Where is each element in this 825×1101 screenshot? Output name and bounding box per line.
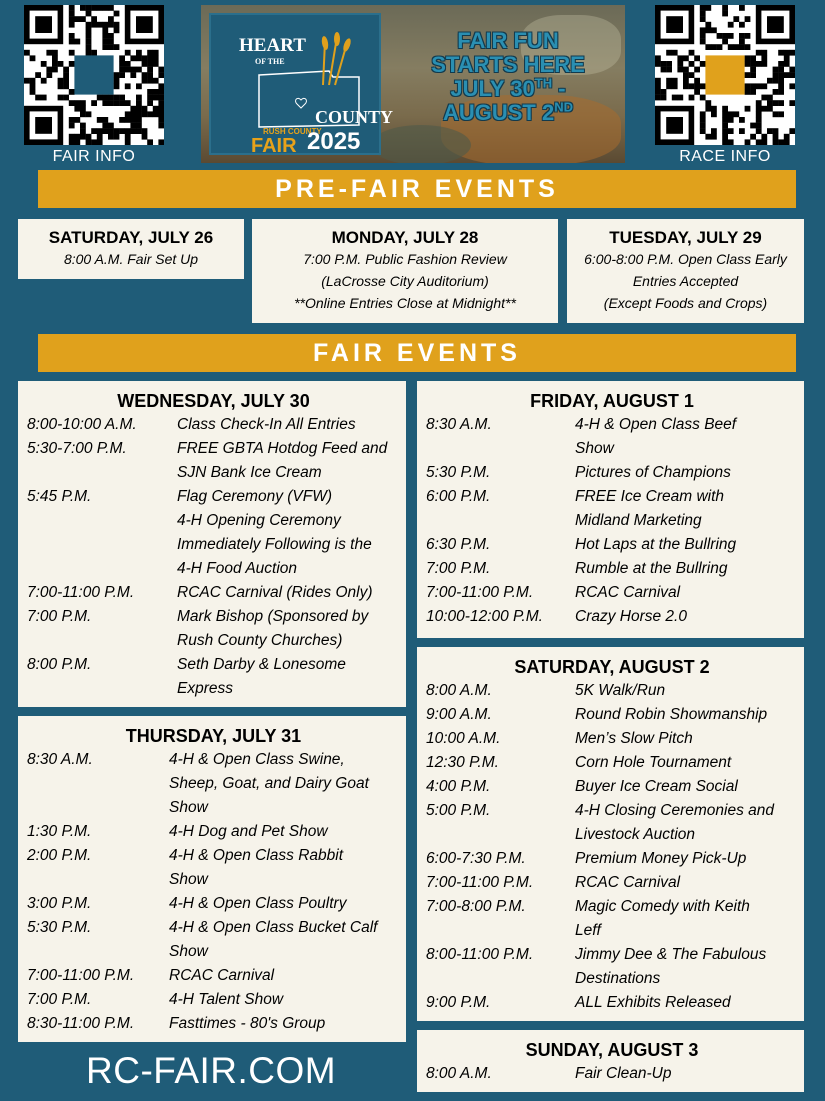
event-description-line: Class Check-In All Entries	[177, 416, 356, 433]
fair-day-card	[417, 647, 804, 1021]
event-description	[177, 605, 400, 653]
pre-fair-event-line: 7:00 P.M. Public Fashion Review	[303, 251, 507, 267]
event-description-line: Premium Money Pick-Up	[575, 850, 747, 867]
event-description	[575, 485, 798, 533]
event-description	[575, 533, 798, 557]
event-row	[27, 964, 400, 988]
event-row	[27, 916, 400, 964]
event-description	[575, 703, 798, 727]
event-description	[575, 581, 798, 605]
event-description-line: SJN Bank Ice Cream	[177, 464, 322, 481]
event-description	[575, 751, 798, 775]
event-description-line: Livestock Auction	[575, 826, 696, 843]
event-description	[169, 988, 400, 1012]
event-description-line: Fasttimes - 80's Group	[169, 1015, 326, 1032]
event-description-line: 4-H & Open Class Rabbit	[169, 847, 344, 864]
fair-day-title: WEDNESDAY, JULY 30	[117, 391, 310, 411]
event-description-line: 5K Walk/Run	[575, 682, 666, 699]
event-row	[27, 581, 400, 605]
event-description-line: 4-H & Open Class Bucket Calf	[169, 919, 378, 936]
event-description-line: Jimmy Dee & The Fabulous	[575, 946, 767, 963]
event-row	[27, 844, 400, 892]
event-description-line: 4-H Talent Show	[169, 991, 284, 1008]
event-description	[575, 727, 798, 751]
fair-day-title: SATURDAY, AUGUST 2	[514, 657, 710, 677]
event-time: 8:00-11:00 P.M.	[426, 946, 534, 963]
event-time: 9:00 A.M.	[426, 706, 492, 723]
event-description	[169, 748, 400, 820]
fair-events-heading: FAIR EVENTS	[38, 334, 796, 372]
event-row	[426, 679, 798, 703]
pre-fair-day-title: MONDAY, JULY 28	[331, 228, 479, 247]
event-description-line: RCAC Carnival	[575, 874, 681, 891]
event-description-line: Midland Marketing	[575, 512, 702, 529]
event-description	[169, 844, 400, 892]
event-row	[426, 895, 798, 943]
event-description	[575, 557, 798, 581]
event-time: 8:30 A.M.	[426, 416, 492, 433]
event-row	[426, 727, 798, 751]
fair-info-qr-label: FAIR INFO	[52, 148, 136, 165]
event-time: 6:00 P.M.	[426, 488, 491, 505]
event-time: 12:30 P.M.	[426, 754, 499, 771]
event-description-line: Show	[169, 871, 208, 888]
event-row	[426, 605, 798, 629]
event-description	[575, 1062, 798, 1086]
event-time: 10:00-12:00 P.M.	[426, 608, 543, 625]
event-description-line: 4-H Dog and Pet Show	[169, 823, 328, 840]
event-description-line: 4-H Food Auction	[177, 560, 298, 577]
fair-logo: HEART OF THE COUNTY RUSH COUNTY FAIR 2025	[209, 13, 381, 155]
event-time: 6:00-7:30 P.M.	[426, 850, 526, 867]
pre-fair-event-line: 8:00 A.M. Fair Set Up	[63, 251, 199, 267]
event-description	[575, 461, 798, 485]
event-row	[27, 413, 400, 437]
event-description-line: RCAC Carnival	[575, 584, 681, 601]
event-description	[169, 892, 400, 916]
event-time: 7:00 P.M.	[27, 991, 92, 1008]
event-row	[27, 437, 400, 485]
event-description	[575, 871, 798, 895]
fair-day-card	[18, 716, 406, 1042]
event-row	[426, 485, 798, 533]
event-description-line: Express	[177, 680, 233, 697]
pre-fair-event-line: 6:00-8:00 P.M. Open Class Early	[584, 251, 787, 267]
event-description-line: Flag Ceremony (VFW)	[177, 488, 333, 505]
event-description-line: Men’s Slow Pitch	[575, 730, 693, 747]
event-row	[426, 751, 798, 775]
event-row	[426, 1062, 798, 1086]
event-description	[575, 847, 798, 871]
fair-day-title: SUNDAY, AUGUST 3	[525, 1040, 699, 1060]
event-description	[177, 485, 400, 581]
event-description-line: 4-H Closing Ceremonies and	[575, 802, 775, 819]
event-row	[426, 991, 798, 1015]
event-time: 7:00-11:00 P.M.	[27, 584, 135, 601]
event-row	[27, 748, 400, 820]
pre-fair-day-title: TUESDAY, JULY 29	[609, 228, 762, 247]
event-row	[27, 892, 400, 916]
event-description-line: Show	[169, 943, 208, 960]
event-description	[575, 605, 798, 629]
event-description-line: Buyer Ice Cream Social	[575, 778, 738, 795]
fair-info-qr-code[interactable]	[24, 5, 164, 145]
event-time: 5:00 P.M.	[426, 802, 491, 819]
event-description-line: 4-H & Open Class Poultry	[169, 895, 347, 912]
event-row	[426, 557, 798, 581]
event-row	[426, 533, 798, 557]
event-description-line: FREE Ice Cream with	[575, 488, 725, 505]
event-description-line: 4-H & Open Class Beef	[575, 416, 737, 433]
event-time: 8:00 A.M.	[426, 1065, 492, 1082]
event-description	[177, 581, 400, 605]
fair-banner	[201, 5, 625, 163]
event-row	[426, 581, 798, 605]
event-description	[575, 679, 798, 703]
event-description-line: Round Robin Showmanship	[575, 706, 768, 723]
fair-day-card	[18, 381, 406, 707]
pre-fair-event-line: (Except Foods and Crops)	[603, 295, 768, 311]
event-description	[575, 775, 798, 799]
event-row	[426, 943, 798, 991]
pre-fair-card	[567, 219, 804, 323]
event-time: 3:00 P.M.	[27, 895, 92, 912]
event-time: 7:00-11:00 P.M.	[426, 584, 534, 601]
event-time: 7:00 P.M.	[27, 608, 92, 625]
event-description-line: ALL Exhibits Released	[575, 994, 731, 1011]
event-description-line: Pictures of Champions	[575, 464, 731, 481]
event-description	[575, 991, 798, 1015]
event-description	[169, 964, 400, 988]
event-description	[575, 799, 798, 847]
event-row	[426, 775, 798, 799]
event-row	[426, 461, 798, 485]
event-description-line: FREE GBTA Hotdog Feed and	[177, 440, 388, 457]
event-description-line: Seth Darby & Lonesome	[177, 656, 346, 673]
fair-day-title: THURSDAY, JULY 31	[125, 726, 302, 746]
event-description-line: Crazy Horse 2.0	[575, 608, 687, 625]
event-description	[169, 820, 400, 844]
event-description	[177, 437, 400, 485]
event-row	[27, 820, 400, 844]
event-row	[426, 799, 798, 847]
fair-day-card	[417, 381, 804, 638]
event-description-line: Rush County Churches)	[177, 632, 343, 649]
event-time: 7:00 P.M.	[426, 560, 491, 577]
event-description-line: Fair Clean-Up	[575, 1065, 672, 1082]
pre-fair-event-line: Entries Accepted	[632, 273, 739, 289]
event-description-line: Destinations	[575, 970, 661, 987]
event-row	[27, 485, 400, 581]
event-time: 7:00-11:00 P.M.	[27, 967, 135, 984]
event-row	[426, 703, 798, 727]
event-time: 4:00 P.M.	[426, 778, 491, 795]
event-description-line: Hot Laps at the Bullring	[575, 536, 737, 553]
pre-fair-day-title: SATURDAY, JULY 26	[48, 228, 214, 247]
event-description-line: Mark Bishop (Sponsored by	[177, 608, 369, 625]
event-time: 8:30 A.M.	[27, 751, 93, 768]
event-row	[27, 988, 400, 1012]
event-row	[426, 413, 798, 461]
event-row	[27, 605, 400, 653]
event-description-line: Show	[169, 799, 208, 816]
event-time: 8:00-10:00 A.M.	[27, 416, 137, 433]
event-description	[575, 895, 798, 943]
event-description-line: RCAC Carnival (Rides Only)	[177, 584, 373, 601]
event-time: 1:30 P.M.	[27, 823, 92, 840]
event-row	[426, 871, 798, 895]
fair-day-title: FRIDAY, AUGUST 1	[530, 391, 694, 411]
event-description-line: Immediately Following is the	[177, 536, 372, 553]
event-description-line: Leff	[575, 922, 601, 939]
event-time: 6:30 P.M.	[426, 536, 491, 553]
event-time: 9:00 P.M.	[426, 994, 491, 1011]
event-description	[575, 413, 798, 461]
event-description-line: Sheep, Goat, and Dairy Goat	[169, 775, 369, 792]
event-time: 5:30 P.M.	[27, 919, 92, 936]
event-time: 7:00-8:00 P.M.	[426, 898, 526, 915]
race-info-qr-label: RACE INFO	[679, 148, 771, 165]
event-row	[426, 847, 798, 871]
event-time: 5:45 P.M.	[27, 488, 92, 505]
event-description	[177, 413, 400, 437]
event-description	[169, 916, 400, 964]
event-time: 8:30-11:00 P.M.	[27, 1015, 135, 1032]
fair-dates-tagline: FAIR FUN STARTS HERE JULY 30TH - AUGUST 2ND	[431, 28, 585, 125]
event-description-line: Magic Comedy with Keith	[575, 898, 750, 915]
race-info-qr-code[interactable]	[655, 5, 795, 145]
event-time: 7:00-11:00 P.M.	[426, 874, 534, 891]
pre-fair-event-line: **Online Entries Close at Midnight**	[294, 295, 516, 311]
pre-fair-event-line: (LaCrosse City Auditorium)	[321, 273, 489, 289]
event-description	[575, 943, 798, 991]
event-description-line: Rumble at the Bullring	[575, 560, 728, 577]
event-time: 5:30-7:00 P.M.	[27, 440, 127, 457]
pre-fair-heading: PRE-FAIR EVENTS	[38, 170, 796, 208]
event-description-line: Corn Hole Tournament	[575, 754, 732, 771]
event-time: 10:00 A.M.	[426, 730, 501, 747]
event-time: 8:00 A.M.	[426, 682, 492, 699]
website-url[interactable]: RC-FAIR.COM	[86, 1050, 337, 1091]
event-time: 8:00 P.M.	[27, 656, 92, 673]
event-description-line: 4-H & Open Class Swine,	[169, 751, 345, 768]
event-row	[27, 653, 400, 701]
pre-fair-card	[18, 219, 244, 279]
pre-fair-card	[252, 219, 558, 323]
event-row	[27, 1012, 400, 1036]
event-time: 2:00 P.M.	[27, 847, 92, 864]
event-description-line: Show	[575, 440, 614, 457]
event-description-line: 4-H Opening Ceremony	[177, 512, 341, 529]
event-time: 5:30 P.M.	[426, 464, 491, 481]
event-description	[169, 1012, 400, 1036]
fair-day-card	[417, 1030, 804, 1092]
event-description-line: RCAC Carnival	[169, 967, 275, 984]
event-description	[177, 653, 400, 701]
